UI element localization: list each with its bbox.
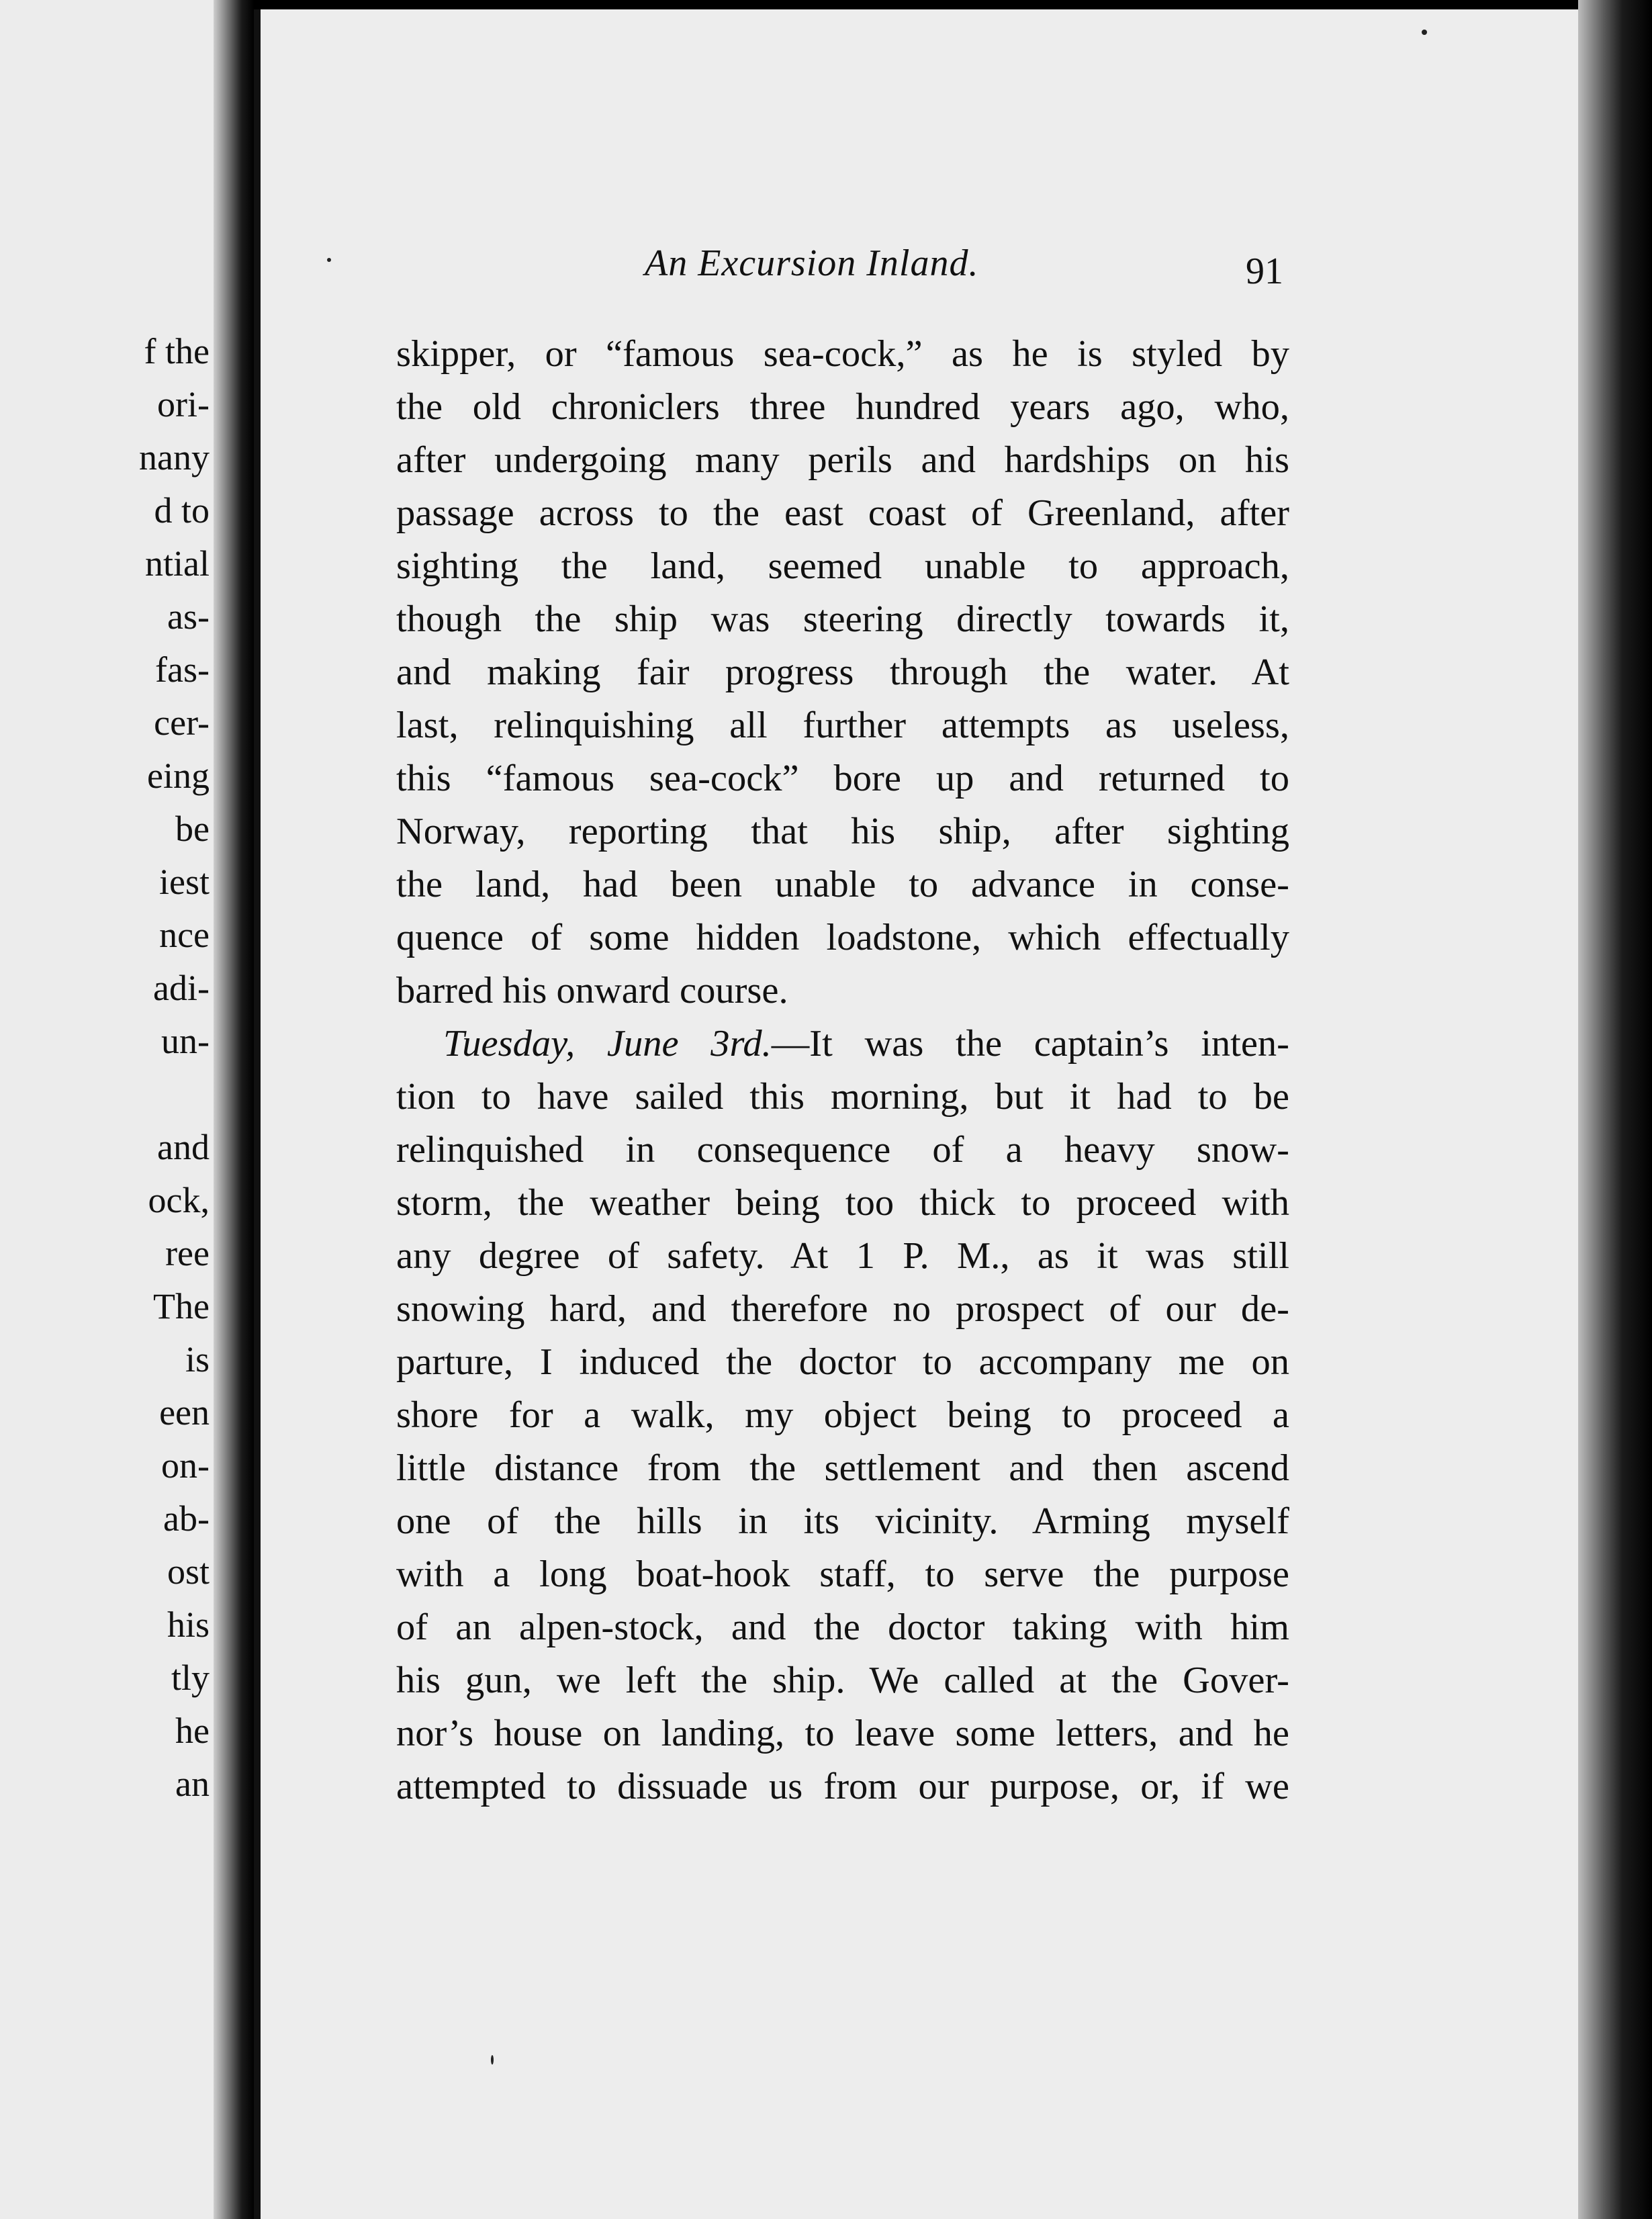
text-line: the land, had been unable to advance in conse- — [396, 864, 1289, 905]
previous-page-line-end — [0, 1068, 222, 1121]
previous-page-line-end: f the — [144, 331, 210, 371]
previous-page-line-end: ori- — [157, 384, 210, 424]
body-text — [396, 328, 1289, 1813]
text-line: attempted to dissuade us from our purpose, or, if we — [396, 1766, 1289, 1807]
previous-page-line-end: an — [175, 1764, 210, 1804]
previous-page-line-end: nany — [139, 437, 210, 478]
running-head: An Excursion Inland. — [645, 242, 979, 284]
text-line: shore for a walk, my object being to proceed a — [396, 1394, 1289, 1436]
previous-page-line-end: The — [153, 1286, 210, 1326]
text-line: of an alpen-stock, and the doctor taking with him — [396, 1606, 1289, 1648]
text-line: barred his onward course. — [396, 970, 788, 1011]
previous-page-line-end: ost — [167, 1551, 210, 1592]
text-line: nor’s house on landing, to leave some letters, and he — [396, 1713, 1289, 1754]
previous-page-line-end: ab- — [163, 1498, 210, 1539]
text-line: little distance from the settlement and then ascend — [396, 1447, 1289, 1489]
previous-page-line-end: eing — [147, 756, 210, 796]
speck — [1422, 30, 1427, 35]
paragraph-2-first-line — [396, 1017, 1289, 1071]
previous-page-line-end: iest — [159, 862, 210, 902]
previous-page-line-end: is — [185, 1339, 210, 1379]
previous-page-line-ends — [0, 325, 222, 1811]
text-line: passage across to the east coast of Greenland, after — [396, 492, 1289, 534]
text-line: with a long boat-hook staff, to serve the purpose — [396, 1553, 1289, 1595]
page-number: 91 — [1246, 251, 1283, 292]
previous-page-line-end: een — [159, 1392, 210, 1433]
previous-page-line-end: his — [167, 1604, 210, 1645]
text-line: parture, I induced the doctor to accompany me on — [396, 1341, 1289, 1383]
text-line: sighting the land, seemed unable to approach, — [396, 545, 1289, 587]
previous-page-line-end: on- — [161, 1445, 210, 1486]
previous-page-line-end: he — [175, 1711, 210, 1751]
previous-page-line-end: nce — [159, 915, 210, 955]
previous-page-line-end: tly — [171, 1658, 210, 1698]
text-line: last, relinquishing all further attempts as useless, — [396, 705, 1289, 746]
previous-page-line-end: be — [175, 809, 210, 849]
previous-page-line-end: un- — [161, 1021, 210, 1061]
previous-page-line-end: ntial — [145, 543, 210, 584]
speck — [327, 258, 331, 262]
previous-page-line-end: d to — [154, 490, 210, 531]
text-line: tion to have sailed this morning, but it had to be — [396, 1076, 1289, 1118]
text-line: his gun, we left the ship. We called at the Gover- — [396, 1660, 1289, 1701]
paragraph-2-first-line-rest: —It was the captain’s inten- — [771, 1023, 1289, 1065]
text-line: relinquished in consequence of a heavy snow- — [396, 1129, 1289, 1171]
page-edge-shadow — [1578, 0, 1652, 2219]
text-line: any degree of safety. At 1 P. M., as it was still — [396, 1235, 1289, 1277]
text-line: one of the hills in its vicinity. Arming myself — [396, 1500, 1289, 1542]
previous-page-line-end: ree — [165, 1233, 210, 1273]
previous-page-line-end: fas- — [155, 649, 210, 690]
text-line: skipper, or “famous sea-cock,” as he is styled by — [396, 333, 1289, 375]
previous-page-line-end: cer- — [154, 703, 210, 743]
previous-page-fragment — [0, 0, 222, 2219]
previous-page-line-end: ock, — [148, 1180, 210, 1220]
text-line: after undergoing many perils and hardships on his — [396, 439, 1289, 481]
text-line: the old chroniclers three hundred years ago, who, — [396, 386, 1289, 428]
previous-page-line-end: adi- — [153, 968, 210, 1008]
paragraph-1 — [396, 328, 1289, 1017]
previous-page-line-end: and — [157, 1127, 210, 1167]
text-line: storm, the weather being too thick to proceed with — [396, 1182, 1289, 1224]
previous-page-line-end: as- — [167, 596, 210, 637]
text-line: though the ship was steering directly towards it, — [396, 598, 1289, 640]
dateline: Tuesday, June 3rd. — [443, 1023, 772, 1065]
speck — [491, 2055, 494, 2065]
text-line: quence of some hidden loadstone, which effectually — [396, 917, 1289, 958]
gutter-shadow — [214, 0, 254, 2219]
text-line: snowing hard, and therefore no prospect of our de- — [396, 1288, 1289, 1330]
text-line: this “famous sea-cock” bore up and returned to — [396, 758, 1289, 799]
paragraph-2 — [396, 1071, 1289, 1813]
text-line: and making fair progress through the water. At — [396, 651, 1289, 693]
text-line: Norway, reporting that his ship, after sighting — [396, 811, 1289, 852]
